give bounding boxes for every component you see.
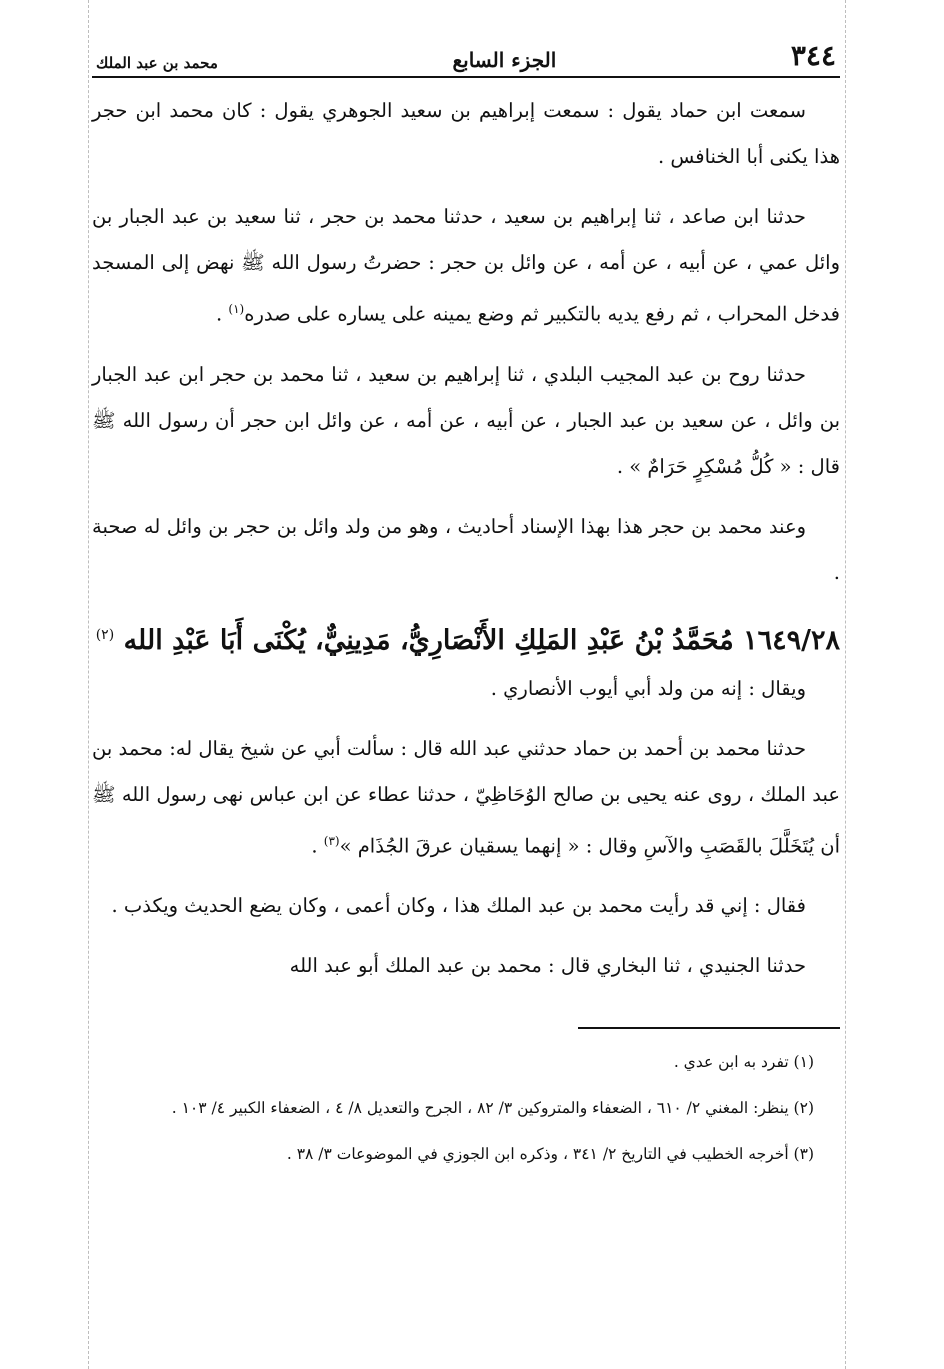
paragraph-7: فقال : إني قد رأيت محمد بن عبد الملك هذا ، وكان أعمى ، وكان يضع الحديث ويكذب . xyxy=(111,894,806,917)
paragraph-3: حدثنا روح بن عبد المجيب البلدي ، ثنا إبراهيم بن سعيد ، ثنا محمد بن حجر ابن عبد الجبار بن وائل ، عن سعيد بن عبد الجبار ، عن أبيه ، عن أمه ، عن وائل ابن حجر أن رسول الله ﷺ قال : « كُلُّ مُسْكِرٍ حَرَامٌ » . xyxy=(92,362,840,478)
footnote-2: (٢) ينظر: المغني ٢/ ٦١٠ ، الضعفاء والمتروكين ٣/ ٨٢ ، الجرح والتعديل ٨/ ٤ ، الضعفاء الكبير ٤/ ١٠٣ . xyxy=(171,1099,814,1117)
footnote-ref-2: (٢) xyxy=(95,626,115,643)
page-guide-line-right xyxy=(845,0,846,1369)
paragraph-2-text: حدثنا ابن صاعد ، ثنا إبراهيم بن سعيد ، حدثنا محمد بن حجر ، ثنا سعيد بن عبد الجبار بن وائل عمي ، عن أبيه ، عن أمه ، عن وائل بن حجر : حضرتُ رسول الله ﷺ نهض إلى المسجد فدخل المحراب ، ثم رفع يديه بالتكبير ثم وضع يمينه على يساره على صدره xyxy=(92,205,840,326)
paragraph-1: سمعت ابن حماد يقول : سمعت إبراهيم بن سعيد الجوهري يقول : كان محمد ابن حجر هذا يكنى أبا الخنافس . xyxy=(92,99,840,168)
paragraph-8: حدثنا الجنيدي ، ثنا البخاري قال : محمد بن عبد الملك أبو عبد الله xyxy=(289,954,806,977)
paragraph-4: وعند محمد بن حجر هذا بهذا الإسناد أحاديث ، وهو من ولد وائل بن حجر بن وائل له صحبة . xyxy=(92,514,840,584)
footnote-1: (١) تفرد به ابن عدي . xyxy=(673,1053,814,1071)
paragraph-5: ويقال : إنه من ولد أبي أيوب الأنصاري . xyxy=(490,676,806,700)
footnote-separator xyxy=(578,1027,840,1029)
entry-heading-text: ١٦٤٩/٢٨ مُحَمَّدُ بْنُ عَبْدِ المَلِكِ الأَنْصَارِيُّ، مَدِينِيٌّ، يُكْنَى أَبَا عَبْدِ الله xyxy=(123,624,840,656)
main-text xyxy=(92,88,840,989)
volume-title: الجزء السابع xyxy=(452,48,557,72)
page-number: ٣٤٤ xyxy=(790,39,836,72)
footnote-ref-3: (٣) xyxy=(323,833,340,848)
paragraph-2-end: . xyxy=(216,302,229,326)
book-page xyxy=(92,28,840,1183)
paragraph-6-end: . xyxy=(311,834,324,857)
running-author: محمد بن عبد الملك xyxy=(96,54,218,72)
paragraph-6 xyxy=(92,726,840,870)
paragraph-2 xyxy=(92,194,840,338)
footnote-ref-1: (١) xyxy=(228,302,245,316)
footnotes xyxy=(92,1045,840,1171)
entry-heading xyxy=(92,610,840,666)
running-header xyxy=(92,28,840,78)
page-guide-line-left xyxy=(88,0,89,1369)
paragraph-6-text: حدثنا محمد بن أحمد بن حماد حدثني عبد الله قال : سألت أبي عن شيخ يقال له: محمد بن عبد الملك ، روى عنه يحيى بن صالح الوُحَاظِيّ ، حدثنا عطاء عن ابن عباس نهى رسول الله ﷺ أن يُتَخَلَّلَ بالقَصَبِ والآسِ وقال : « إنهما يسقيان عرقَ الجُذَام » xyxy=(92,736,840,857)
footnote-3: (٣) أخرجه الخطيب في التاريخ ٢/ ٣٤١ ، وذكره ابن الجوزي في الموضوعات ٣/ ٣٨ . xyxy=(286,1145,814,1163)
